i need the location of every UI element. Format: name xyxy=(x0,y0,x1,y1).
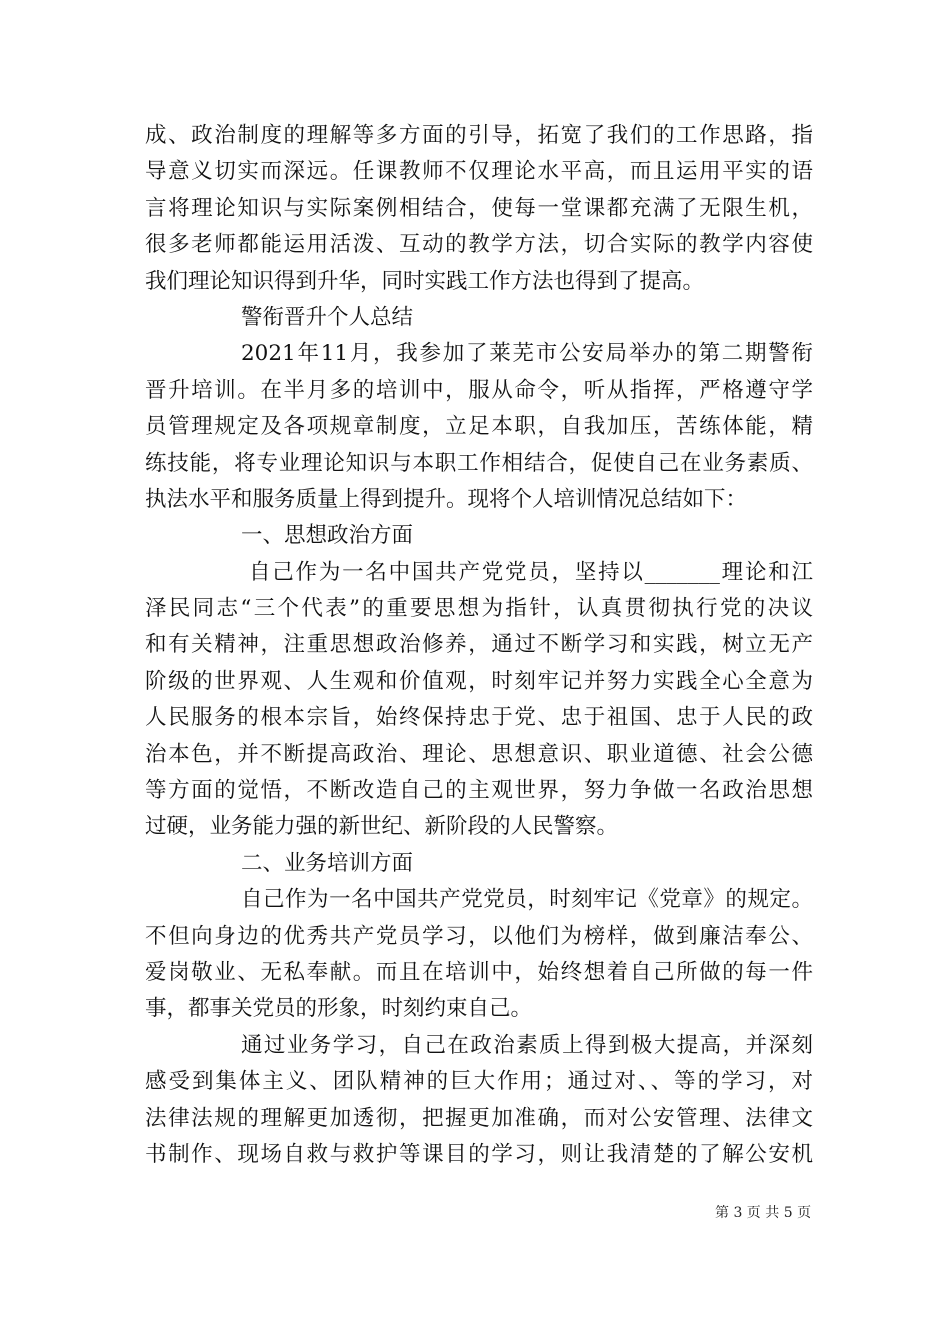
paragraph-line: 阶级的世界观、人生观和价值观，时刻牢记并努力实践全心全意为 xyxy=(145,668,813,694)
paragraph-line: 治本色，并不断提高政治、理论、思想意识、职业道德、社会公德 xyxy=(145,741,813,767)
paragraph-line: 爱岗敬业、无私奉献。而且在培训中，始终想着自己所做的每一件 xyxy=(145,959,813,985)
paragraph-line: 和有关精神，注重思想政治修养，通过不断学习和实践，树立无产 xyxy=(145,632,813,658)
paragraph-line: 书制作、现场自救与救护等课目的学习，则让我清楚的了解公安机 xyxy=(145,1141,813,1167)
paragraph-line: 法律法规的理解更加透彻，把握更加准确，而对公安管理、法律文 xyxy=(145,1105,813,1131)
paragraph-line: 很多老师都能运用活泼、互动的教学方法，切合实际的教学内容使 xyxy=(145,232,813,258)
paragraph-line: 自己作为一名中国共产党党员，时刻牢记《党章》的规定。 xyxy=(241,887,813,913)
paragraph-line: 我们理论知识得到升华，同时实践工作方法也得到了提高。 xyxy=(145,268,705,294)
paragraph-line: 过硬，业务能力强的新世纪、新阶段的人民警察。 xyxy=(145,814,619,840)
paragraph-line: 事，都事关党员的形象，时刻约束自己。 xyxy=(145,996,533,1022)
paragraph-line: 2021年11月，我参加了莱芜市公安局举办的第二期警衔 xyxy=(241,341,813,367)
paragraph-line: 感受到集体主义、团队精神的巨大作用；通过对、、等的学习，对 xyxy=(145,1069,813,1095)
paragraph-line: 自己作为一名中国共产党党员，坚持以_______理论和江 xyxy=(249,559,813,585)
paragraph-line: 执法水平和服务质量上得到提升。现将个人培训情况总结如下： xyxy=(145,486,748,512)
section-heading: 二、业务培训方面 xyxy=(241,850,414,876)
page-number: 第 3 页 共 5 页 xyxy=(715,1205,812,1221)
paragraph-line: 员管理规定及各项规章制度，立足本职，自我加压，苦练体能，精 xyxy=(145,414,813,440)
section-heading: 一、思想政治方面 xyxy=(241,523,414,549)
paragraph-line: 成、政治制度的理解等多方面的引导，拓宽了我们的工作思路，指 xyxy=(145,123,813,148)
paragraph-line: 言将理论知识与实际案例相结合，使每一堂课都充满了无限生机， xyxy=(145,195,813,221)
paragraph-line: 练技能，将专业理论知识与本职工作相结合，促使自己在业务素质、 xyxy=(145,450,813,476)
paragraph-line: 通过业务学习，自己在政治素质上得到极大提高，并深刻 xyxy=(241,1032,813,1058)
document-body xyxy=(145,118,813,1173)
paragraph-line: 泽民同志“三个代表”的重要思想为指针，认真贯彻执行党的决议 xyxy=(145,596,813,622)
paragraph-line: 人民服务的根本宗旨，始终保持忠于党、忠于祖国、忠于人民的政 xyxy=(145,705,813,731)
section-title: 警衔晋升个人总结 xyxy=(241,304,414,330)
paragraph-line: 导意义切实而深远。任课教师不仅理论水平高，而且运用平实的语 xyxy=(145,159,813,185)
paragraph-line: 晋升培训。在半月多的培训中，服从命令，听从指挥，严格遵守学 xyxy=(145,377,813,403)
paragraph-line: 不但向身边的优秀共产党员学习，以他们为榜样，做到廉洁奉公、 xyxy=(145,923,813,949)
paragraph-line: 等方面的觉悟，不断改造自己的主观世界，努力争做一名政治思想 xyxy=(145,778,813,804)
